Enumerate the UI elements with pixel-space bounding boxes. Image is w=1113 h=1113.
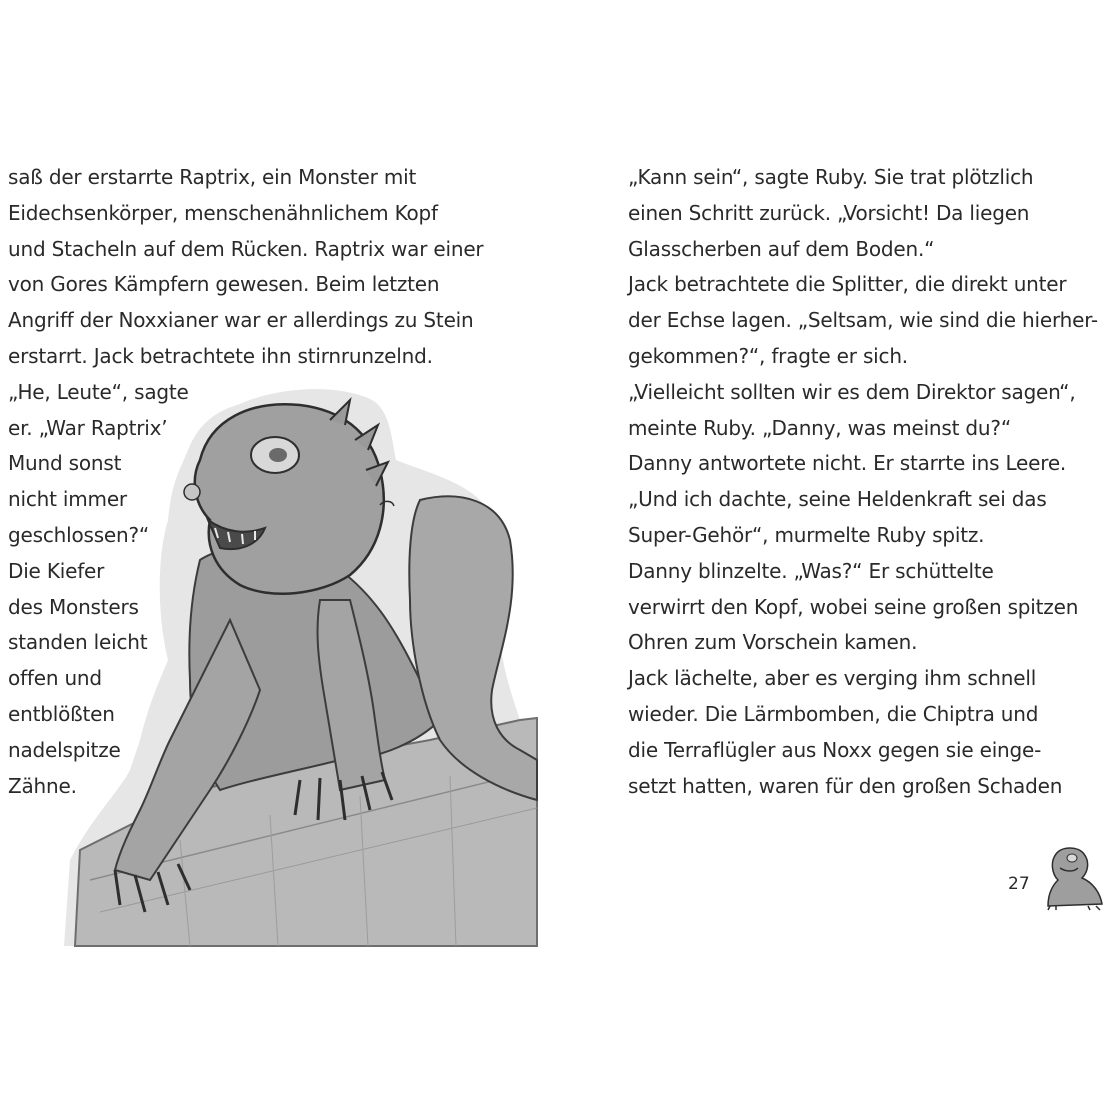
text-line: Super-Gehör“, murmelte Ruby spitz.	[628, 522, 985, 547]
text-line: nicht immer	[8, 487, 127, 512]
text-line: erstarrt. Jack betrachtete ihn stirnrunzelnd.	[8, 343, 433, 368]
text-line: von Gores Kämpfern gewesen. Beim letzten	[8, 272, 440, 297]
text-line: Glasscherben auf dem Boden.“	[628, 236, 935, 261]
text-line: Danny antwortete nicht. Er starrte ins Leere.	[628, 451, 1067, 476]
text-line: saß der erstarrte Raptrix, ein Monster mit	[8, 165, 417, 189]
text-line: „He, Leute“, sagte	[8, 379, 189, 404]
text-line: gekommen?“, fragte er sich.	[628, 343, 908, 368]
text-line: standen leicht	[8, 630, 148, 655]
text-line: setzt hatten, waren für den großen Schaden	[628, 773, 1063, 798]
text-line: und Stacheln auf dem Rücken. Raptrix war einer	[8, 236, 484, 261]
text-line: Zähne.	[8, 773, 77, 798]
text-line: des Monsters	[8, 594, 139, 619]
page-number: 27	[1008, 874, 1030, 894]
text-line: „Kann sein“, sagte Ruby. Sie trat plötzlich	[628, 165, 1034, 189]
text-line: entblößten	[8, 701, 115, 726]
text-line: Angriff der Noxxianer war er allerdings zu Stein	[8, 308, 474, 333]
text-line: Mund sonst	[8, 451, 122, 476]
text-line: Die Kiefer	[8, 558, 105, 583]
text-line: „Vielleicht sollten wir es dem Direktor sagen“,	[628, 379, 1076, 404]
text-line: offen und	[8, 666, 102, 691]
text-line: Eidechsenkörper, menschenähnlichem Kopf	[8, 200, 438, 225]
text-line: wieder. Die Lärmbomben, die Chiptra und	[628, 701, 1039, 726]
text-line: Jack betrachtete die Splitter, die direkt unter	[628, 272, 1067, 297]
text-line: nadelspitze	[8, 737, 121, 762]
left-text-column	[8, 160, 483, 804]
text-line: „Und ich dachte, seine Heldenkraft sei das	[628, 487, 1047, 512]
left-page	[0, 0, 556, 1113]
text-line: verwirrt den Kopf, wobei seine großen spitzen	[628, 594, 1079, 619]
text-line: er. „War Raptrix’	[8, 415, 168, 440]
text-line: Ohren zum Vorschein kamen.	[628, 630, 918, 655]
text-line: der Echse lagen. „Seltsam, wie sind die hierher-	[628, 308, 1098, 333]
text-line: einen Schritt zurück. „Vorsicht! Da liegen	[628, 200, 1030, 225]
text-line: meinte Ruby. „Danny, was meinst du?“	[628, 415, 1011, 440]
text-line: Jack lächelte, aber es verging ihm schnell	[628, 666, 1037, 691]
raptrix-mini-icon	[1038, 842, 1108, 912]
right-text-column	[628, 160, 1098, 804]
text-line: Danny blinzelte. „Was?“ Er schüttelte	[628, 558, 994, 583]
text-line: geschlossen?“	[8, 522, 150, 547]
text-line: die Terraflügler aus Noxx gegen sie einge-	[628, 737, 1042, 762]
right-page	[556, 0, 1113, 1113]
